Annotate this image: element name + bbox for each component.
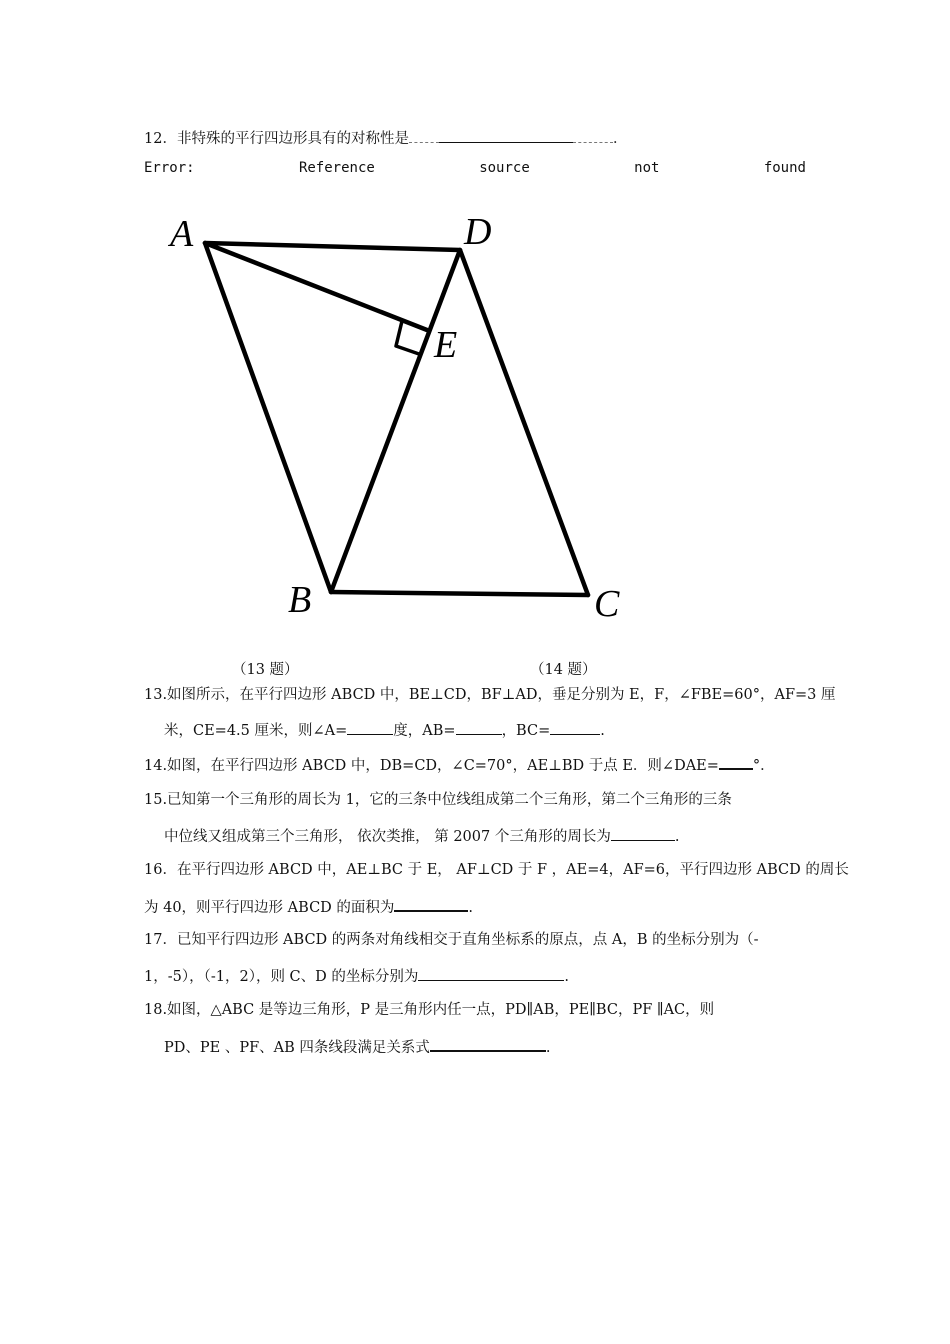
caption-q13: （13 题）	[232, 662, 299, 678]
question-17-line-2	[144, 966, 569, 987]
q14-blank	[719, 754, 753, 770]
error-reference-line	[144, 160, 806, 176]
q12-blank-2	[439, 128, 573, 143]
q15-end: .	[674, 829, 680, 845]
q14-text: 14.如图，在平行四边形 ABCD 中，DB=CD，∠C=70°，AE⊥BD 于点 E．则∠DAE=	[144, 758, 719, 774]
q13-text-b: 度，AB=	[393, 723, 456, 739]
q12-end: ．	[612, 131, 628, 147]
q15-text: 中位线又组成第三个三角形， 依次类推， 第 2007 个三角形的周长为	[164, 829, 611, 845]
question-17-line-1: 17．已知平行四边形 ABCD 的两条对角线相交于直角坐标系的原点，点 A，B 的坐标分别为（-	[144, 932, 759, 948]
error-word: source	[479, 160, 530, 176]
q12-blank-3	[573, 128, 613, 143]
error-word: Error:	[144, 160, 195, 176]
q17-blank	[418, 966, 564, 981]
parallelogram-figure	[150, 200, 650, 640]
segment-ad	[205, 243, 460, 250]
q12-blank-1	[409, 128, 439, 143]
q18-blank	[430, 1036, 546, 1052]
segment-dc	[460, 250, 588, 595]
label-e: E	[434, 324, 458, 366]
question-18-line-1: 18.如图，△ABC 是等边三角形，P 是三角形内任一点，PD∥AB，PE∥BC，PF ∥AC，则	[144, 1002, 715, 1018]
question-15-line-2	[164, 826, 679, 847]
q14-end: °．	[752, 758, 775, 774]
label-d: D	[464, 211, 492, 253]
q13-text-c: ，BC=	[501, 723, 551, 739]
q13-text-d: .	[600, 723, 605, 739]
error-word: Reference	[298, 160, 375, 176]
label-b: B	[288, 579, 312, 621]
q18-text: PD、PE 、PF、AB 四条线段满足关系式	[164, 1040, 430, 1056]
question-18-line-2	[164, 1036, 551, 1058]
question-16-line-1: 16．在平行四边形 ABCD 中，AE⊥BC 于 E， AF⊥CD 于 F ，AE=4，AF=6，平行四边形 ABCD 的周长	[144, 862, 849, 878]
q13-blank-bc	[550, 720, 600, 735]
question-15-line-1: 15.已知第一个三角形的周长为 1，它的三条中位线组成第二个三角形，第二个三角形的三条	[144, 792, 732, 808]
question-14	[144, 754, 775, 776]
segment-ae	[205, 243, 427, 330]
q15-blank	[611, 826, 675, 841]
q17-text: 1，-5），（-1，2），则 C、D 的坐标分别为	[144, 969, 419, 985]
question-16-line-2	[144, 896, 473, 918]
label-a: A	[170, 213, 194, 255]
label-c: C	[594, 583, 620, 625]
error-word: not	[634, 160, 660, 176]
question-13-line-2	[164, 720, 605, 741]
q13-blank-ab	[456, 720, 502, 735]
q18-end: .	[545, 1040, 551, 1056]
segment-bc	[331, 592, 588, 595]
q12-text: 12．非特殊的平行四边形具有的对称性是	[144, 131, 409, 147]
question-13-line-1: 13.如图所示，在平行四边形 ABCD 中，BE⊥CD，BF⊥AD，垂足分别为 E，F，∠FBE=60°，AF=3 厘	[144, 687, 836, 703]
q16-end: .	[468, 900, 474, 916]
q17-end: .	[564, 969, 569, 985]
q13-text-a: 米，CE=4.5 厘米，则∠A=	[164, 723, 348, 739]
segment-ab	[205, 243, 331, 592]
error-word: found	[763, 160, 806, 176]
caption-q14: （14 题）	[530, 662, 597, 678]
q16-text: 为 40，则平行四边形 ABCD 的面积为	[144, 900, 395, 916]
question-12	[144, 128, 627, 149]
q13-blank-angle	[347, 720, 393, 735]
q16-blank	[394, 896, 468, 912]
